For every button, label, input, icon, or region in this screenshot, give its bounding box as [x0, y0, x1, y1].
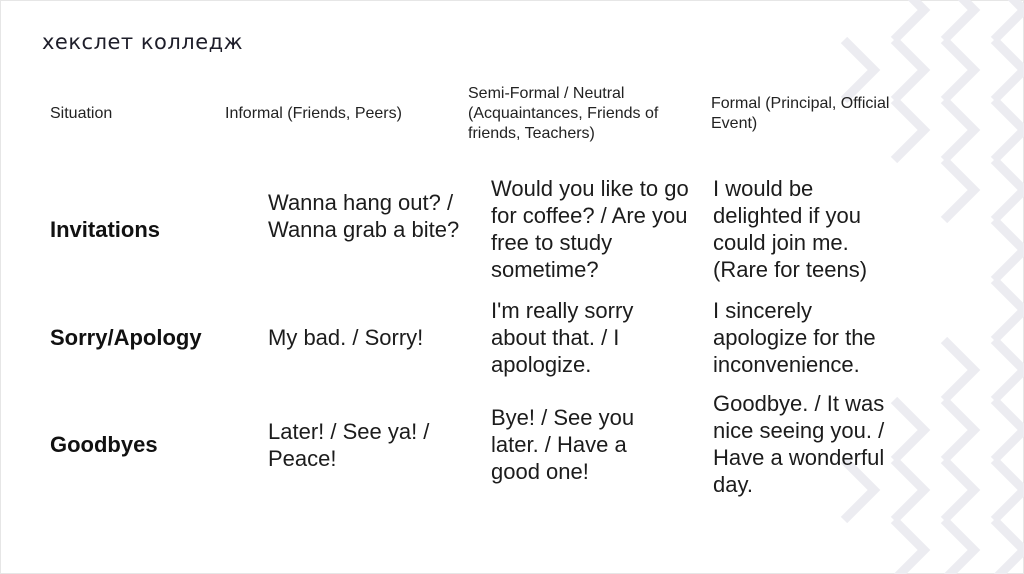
cell-invitations-formal: I would be delighted if you could join me. (Rare for teens): [713, 176, 868, 282]
cell-goodbyes-informal: Later! / See ya! / Peace!: [268, 419, 430, 471]
cell-sorry-formal: I sincerely apologize for the inconvenience.: [713, 298, 876, 377]
row-label-invitations: Invitations: [50, 217, 161, 242]
row-label-goodbyes: Goodbyes: [50, 432, 158, 457]
header-formal: Formal (Principal, Official Event): [711, 95, 890, 132]
header-semi-formal: Semi-Formal / Neutral (Acquaintances, Friends of friends, Teachers): [468, 85, 659, 142]
cell-invitations-semi-formal: Would you like to go for coffee? / Are you free to study sometime?: [491, 176, 689, 282]
header-situation: Situation: [50, 105, 113, 122]
row-label-sorry-apology: Sorry/Apology: [50, 325, 202, 350]
cell-sorry-semi-formal: I'm really sorry about that. / I apologize.: [491, 298, 634, 377]
cell-invitations-informal: Wanna hang out? / Wanna grab a bite?: [268, 190, 460, 242]
header-informal: Informal (Friends, Peers): [225, 105, 402, 122]
brand-logo-text: хекслет колледж: [42, 30, 244, 54]
cell-goodbyes-semi-formal: Bye! / See you later. / Have a good one!: [491, 405, 635, 484]
brand-logo: [42, 30, 243, 54]
cell-goodbyes-formal: Goodbye. / It was nice seeing you. / Have a wonderful day.: [713, 391, 885, 497]
cell-sorry-informal: My bad. / Sorry!: [268, 325, 424, 350]
